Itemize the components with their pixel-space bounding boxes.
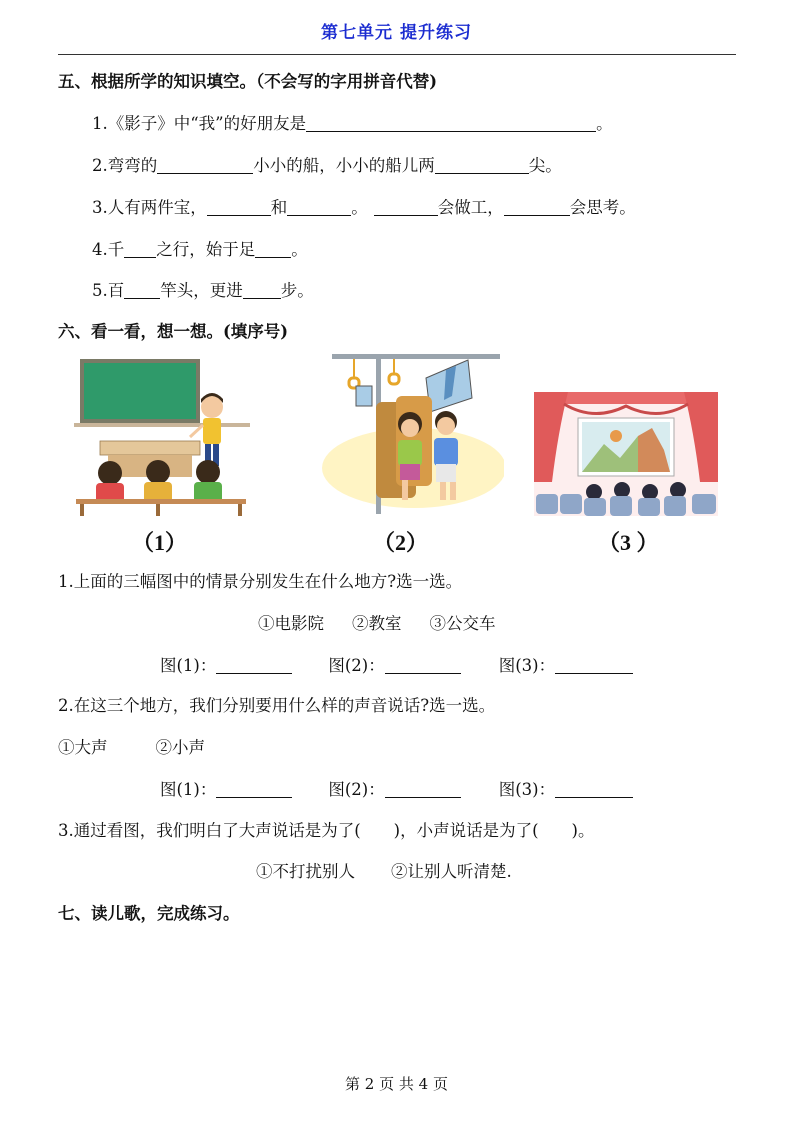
answer-blank[interactable] <box>385 781 461 798</box>
answer-blank[interactable] <box>216 657 292 674</box>
question-5-4 <box>92 236 308 260</box>
answer-label: 图(2)： <box>328 780 385 799</box>
answer-blank[interactable] <box>306 115 596 132</box>
answer-blank[interactable] <box>555 781 633 798</box>
question-6-2: 2.在这三个地方，我们分别要用什么样的声音说话?选一选。 <box>58 696 496 715</box>
question-text: 步。 <box>280 281 314 300</box>
picture-label-2: （2） <box>373 530 429 555</box>
answer-label: 图(1)： <box>160 656 217 675</box>
cinema-illustration <box>534 392 718 516</box>
option: ③公交车 <box>429 614 496 633</box>
answer-blank[interactable] <box>287 199 351 216</box>
classroom-illustration <box>72 355 252 517</box>
answer-blank[interactable] <box>255 241 291 258</box>
answer-label: 图(1)： <box>160 780 217 799</box>
q2-options <box>58 734 205 758</box>
question-6-1: 1.上面的三幅图中的情景分别发生在什么地方?选一选。 <box>58 572 463 591</box>
question-text: 1.《影子》中“我”的好朋友是 <box>92 114 307 133</box>
question-6-3: 3.通过看图，我们明白了大声说话是为了( )，小声说话是为了( )。 <box>58 821 595 840</box>
q1-answers <box>160 652 633 676</box>
answer-blank[interactable] <box>374 199 438 216</box>
option: ②教室 <box>352 614 402 633</box>
page-title: 第七单元 提升练习 <box>321 23 472 43</box>
answer-blank[interactable] <box>243 282 281 299</box>
answer-blank[interactable] <box>385 657 461 674</box>
option: ①不打扰别人 <box>256 862 355 881</box>
question-text: 2.弯弯的 <box>92 156 158 175</box>
question-5-3 <box>92 194 636 218</box>
picture-label-1: （1） <box>132 530 188 555</box>
question-text: 会做工， <box>437 198 504 217</box>
question-5-5 <box>92 277 314 301</box>
answer-blank[interactable] <box>504 199 570 216</box>
bus-illustration <box>306 350 504 518</box>
q1-options <box>258 610 496 634</box>
question-text: 竿头，更进 <box>160 281 243 300</box>
option: ①大声 <box>58 738 108 757</box>
answer-label: 图(2)： <box>328 656 385 675</box>
question-text: 尖。 <box>528 156 562 175</box>
answer-label: 图(3)： <box>498 656 556 675</box>
question-text: 。 <box>291 240 308 259</box>
answer-label: 图(3)： <box>498 780 556 799</box>
question-text: 。 <box>596 114 613 133</box>
answer-blank[interactable] <box>435 157 529 174</box>
header-divider <box>58 54 736 55</box>
answer-blank[interactable] <box>216 781 292 798</box>
q3-options <box>256 858 512 882</box>
answer-blank[interactable] <box>157 157 253 174</box>
answer-blank[interactable] <box>555 657 633 674</box>
question-text: 和 <box>270 198 288 217</box>
question-text: 小小的船，小小的船儿两 <box>253 156 435 175</box>
question-text: 会思考。 <box>569 198 636 217</box>
question-text: 5.百 <box>92 281 125 300</box>
question-text: 。 <box>351 198 368 217</box>
option: ②让别人听清楚. <box>391 862 512 881</box>
question-text: 3.人有两件宝， <box>92 198 207 217</box>
question-text: 4.千 <box>92 240 125 259</box>
section-7-heading: 七、读儿歌，完成练习。 <box>58 904 240 923</box>
picture-label-3: （3 ） <box>598 530 659 555</box>
section-6-heading: 六、看一看，想一想。(填序号) <box>58 322 289 341</box>
answer-blank[interactable] <box>124 282 160 299</box>
option: ②小声 <box>155 738 205 757</box>
option: ①电影院 <box>258 614 324 633</box>
question-5-2 <box>92 152 562 176</box>
answer-blank[interactable] <box>207 199 271 216</box>
answer-blank[interactable] <box>124 241 156 258</box>
page-footer: 第 2 页 共 4 页 <box>345 1075 448 1093</box>
section-5-heading: 五、根据所学的知识填空。（不会写的字用拼音代替) <box>58 72 438 91</box>
question-5-1 <box>92 110 613 134</box>
question-text: 之行，始于足 <box>156 240 256 259</box>
q2-answers <box>160 776 633 800</box>
